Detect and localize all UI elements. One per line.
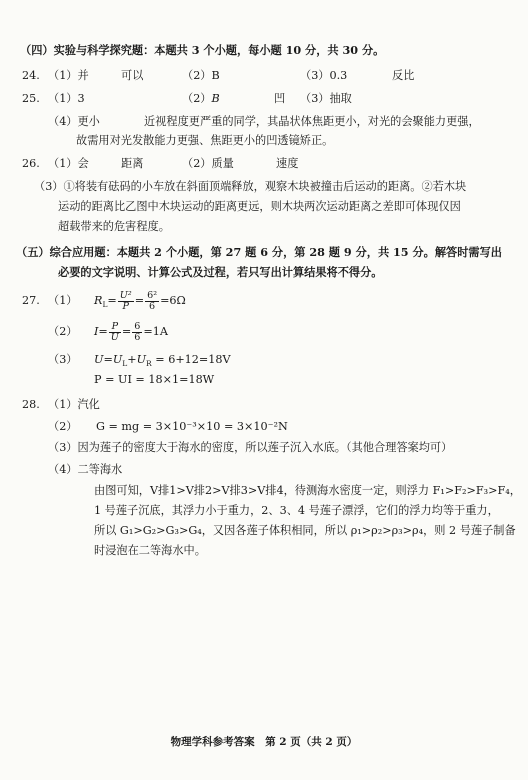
q24-answer-2: （2）B (182, 69, 220, 82)
q27-equation-4: P = UI = 18×1=18W (94, 373, 215, 386)
q25-number: 25. (22, 92, 40, 105)
q25-answer-3: （3）抽取 (300, 92, 352, 105)
q28-equation: G = mg = 3×10⁻³×10 = 3×10⁻²N (96, 420, 288, 433)
q25-answer-4: （4）更小 (48, 115, 100, 128)
q24-answer-3b: 反比 (392, 69, 415, 82)
q27-part2: （2） (48, 325, 78, 338)
section5-title-line2: 必要的文字说明、计算公式及过程，若只写出计算结果将不得分。 (58, 265, 383, 279)
q27-part3: （3） (48, 353, 78, 366)
q25-answer-2b: 凹 (274, 92, 286, 105)
q28-answer-4-line3: 所以 G₁>G₂>G₃>G₄，又因各莲子体积相同，所以 ρ₁>ρ₂>ρ₃>ρ₄，则 2 号莲子制备 (94, 524, 516, 537)
q24-number: 24. (22, 69, 40, 82)
section5-title-line1: （五）综合应用题：本题共 2 个小题，第 27 题 6 分，第 28 题 9 分，共 15 分。解答时需写出 (16, 245, 502, 259)
q28-answer-2: （2） (48, 420, 78, 433)
q26-answer-1: （1）会 (48, 157, 89, 170)
q26-answer-3-line1: （3）①将装有砝码的小车放在斜面顶端释放，观察木块被撞击后运动的距离。②若木块 (34, 180, 467, 193)
q28-number: 28. (22, 398, 40, 411)
q24-answer-3: （3）0.3 (300, 69, 348, 82)
q28-answer-1: （1）汽化 (48, 398, 100, 411)
page-footer: 物理学科参考答案 第 2 页（共 2 页） (170, 736, 358, 748)
q28-answer-4-line2: 1 号莲子沉底，其浮力小于重力，2、3、4 号莲子漂浮，它们的浮力均等于重力， (94, 504, 499, 517)
q24-answer-1: （1）并 (48, 69, 89, 82)
q27-equation-2: I= $\frac{P}{U}$ = $\frac{6}{6}$ =1A (94, 320, 168, 343)
q28-answer-4-line1: 由图可知，V排1>V排2>V排3>V排4，待测海水密度一定，则浮力 F₁>F₂>F₃>F₄， (94, 484, 521, 497)
q26-answer-3-line2: 运动的距离比乙图中木块运动的距离更远，则木块两次运动距离之差即可体现仅因 (58, 200, 461, 213)
q26-answer-1b: 距离 (121, 157, 144, 170)
q26-answer-2b: 速度 (276, 157, 299, 170)
q28-answer-3: （3）因为莲子的密度大于海水的密度，所以莲子沉入水底。（其他合理答案均可） (48, 441, 453, 454)
q25-answer-4-line2: 故需用对光发散能力更强、焦距更小的凹透镜矫正。 (76, 134, 334, 147)
q27-number: 27. (22, 294, 40, 307)
q25-answer-2: （2）B (182, 92, 220, 105)
q26-answer-2: （2）质量 (182, 157, 234, 170)
section4-title: （四）实验与科学探究题：本题共 3 个小题，每小题 10 分，共 30 分。 (20, 43, 385, 57)
q27-equation-1: $R_L=$ $\frac{\text{U²}}{P}$ = $\frac{\text{6²}}{6}$ =6Ω (94, 289, 186, 312)
q28-answer-4: （4）二等海水 (48, 463, 123, 476)
q27-part1: （1） (48, 294, 78, 307)
q27-equation-3: $U=U_L+U_R = 6+12=18V$ (94, 353, 231, 369)
q26-number: 26. (22, 157, 40, 170)
q25-answer-1: （1）3 (48, 92, 85, 105)
q28-answer-4-line4: 时浸泡在二等海水中。 (94, 544, 206, 557)
q24-answer-1b: 可以 (121, 69, 144, 82)
q26-answer-3-line3: 超载带来的危害程度。 (58, 220, 170, 233)
q25-answer-4-line1: 近视程度更严重的同学，其晶状体焦距更小，对光的会聚能力更强， (144, 115, 480, 128)
